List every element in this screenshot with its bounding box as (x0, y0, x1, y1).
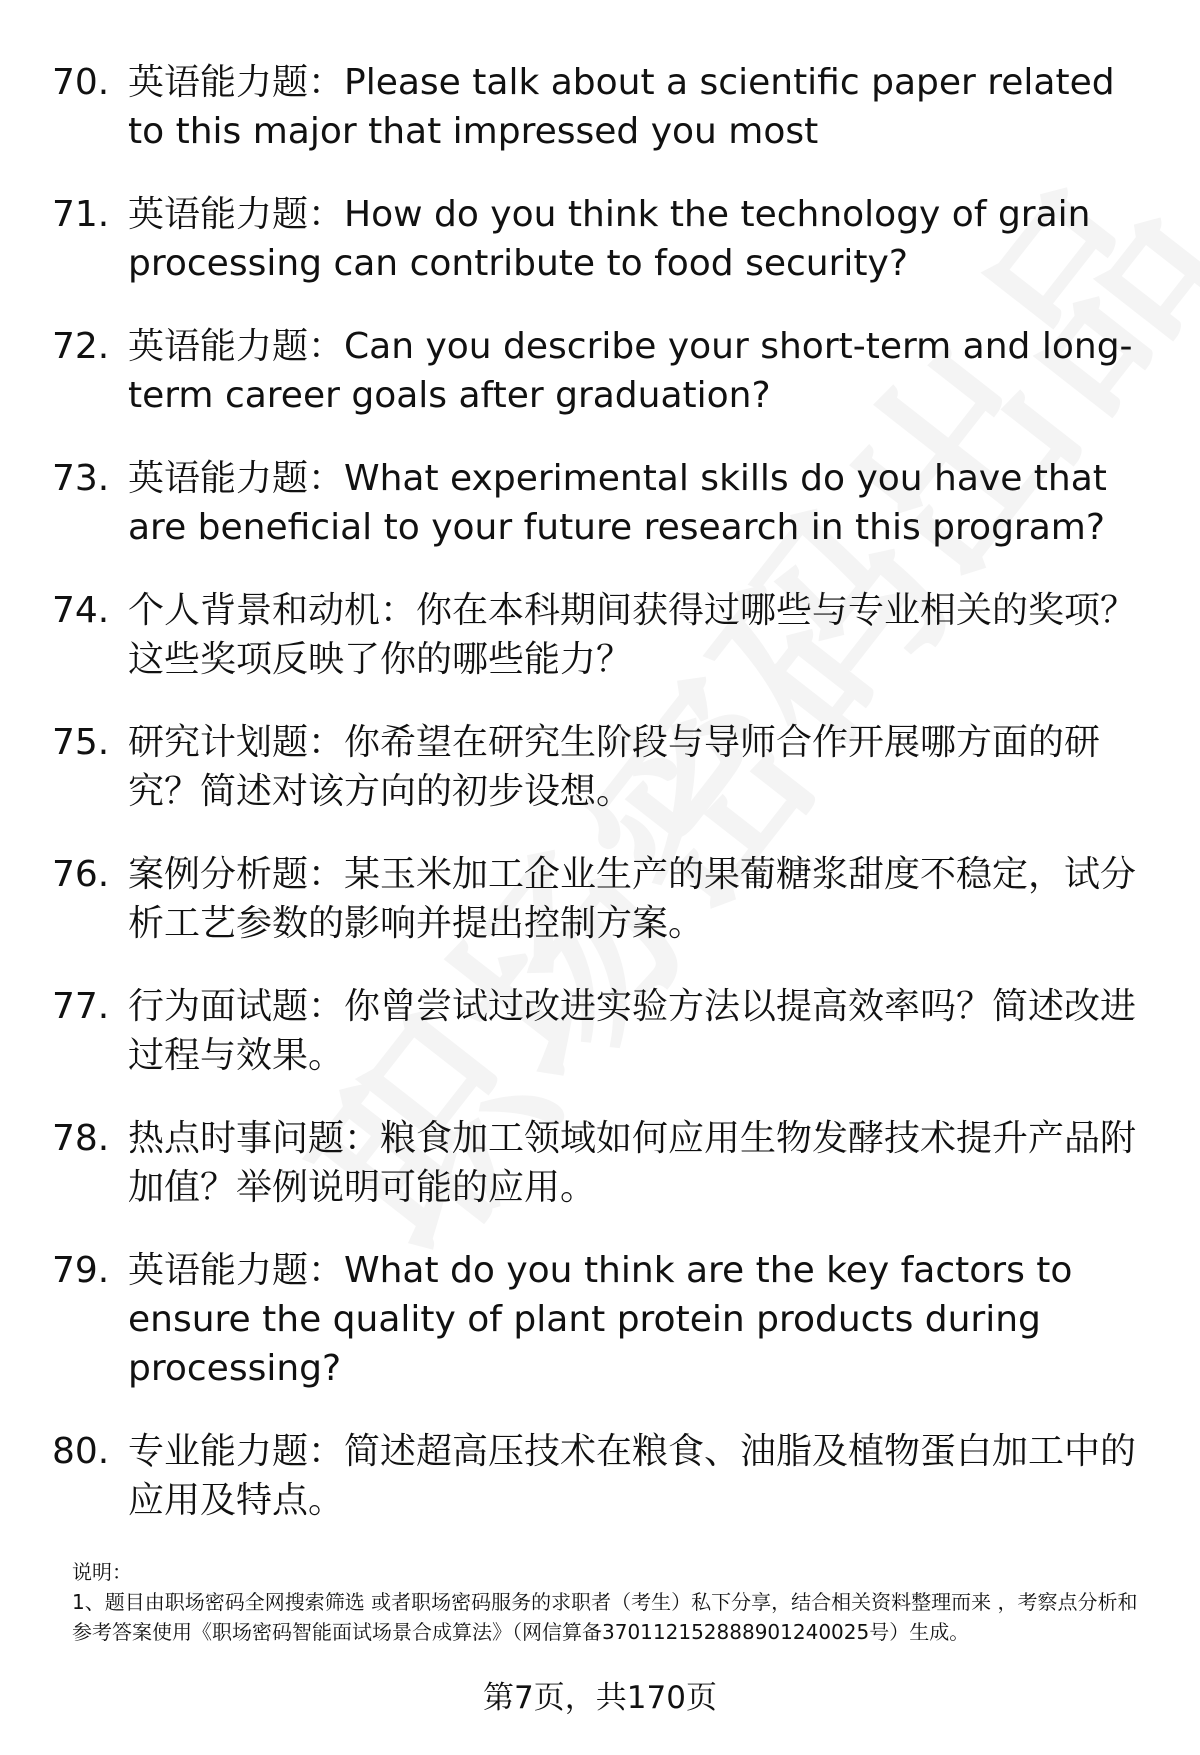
question-number: 80. (52, 1431, 110, 1472)
question-item (52, 322, 1162, 420)
page-number: 第7页，共170页 (483, 1680, 717, 1716)
question-number: 78. (52, 1118, 110, 1159)
question-text: 英语能力题：What experimental skills do you have that are beneficial to your future research in this program? (128, 458, 1107, 548)
question-number: 71. (52, 194, 110, 235)
question-text: 行为面试题：你曾尝试过改进实验方法以提高效率吗？简述改进过程与效果。 (128, 986, 1137, 1076)
question-item (52, 1427, 1162, 1525)
question-text: 英语能力题：What do you think are the key factors to ensure the quality of plant protein products during processing? (128, 1250, 1073, 1389)
question-text: 英语能力题：Please talk about a scientific paper related to this major that impressed you most (128, 62, 1115, 152)
question-number: 76. (52, 854, 110, 895)
question-item (52, 850, 1162, 948)
question-text: 案例分析题：某玉米加工企业生产的果葡糖浆甜度不稳定，试分析工艺参数的影响并提出控制方案。 (128, 854, 1137, 944)
question-number: 70. (52, 62, 110, 103)
question-number: 79. (52, 1250, 110, 1291)
question-item (52, 586, 1162, 684)
question-text: 英语能力题：Can you describe your short-term and long-term career goals after graduation? (128, 326, 1133, 416)
question-text: 热点时事问题：粮食加工领域如何应用生物发酵技术提升产品附加值？举例说明可能的应用。 (128, 1118, 1137, 1208)
question-text: 英语能力题：How do you think the technology of grain processing can contribute to food security? (128, 194, 1091, 284)
question-item (52, 1114, 1162, 1212)
question-item (52, 190, 1162, 288)
notes-heading: 说明： (72, 1560, 132, 1584)
question-number: 74. (52, 590, 110, 631)
question-item (52, 718, 1162, 816)
question-text: 研究计划题：你希望在研究生阶段与导师合作开展哪方面的研究？简述对该方向的初步设想。 (128, 722, 1101, 812)
question-number: 73. (52, 458, 110, 499)
question-number: 75. (52, 722, 110, 763)
question-text: 专业能力题：简述超高压技术在粮食、油脂及植物蛋白加工中的应用及特点。 (128, 1431, 1137, 1521)
notes-section (72, 1557, 1152, 1647)
question-item (52, 58, 1162, 156)
question-number: 72. (52, 326, 110, 367)
question-item (52, 1246, 1162, 1393)
question-text: 个人背景和动机：你在本科期间获得过哪些与专业相关的奖项？这些奖项反映了你的哪些能力？ (128, 590, 1137, 680)
question-list (52, 58, 1162, 1559)
question-item (52, 454, 1162, 552)
question-number: 77. (52, 986, 110, 1027)
notes-line: 1、题目由职场密码全网搜索筛选 或者职场密码服务的求职者（考生）私下分享，结合相关资料整理而来 ，考察点分析和参考答案使用《职场密码智能面试场景合成算法》（网信算备370112152888901240025号）生成。 (72, 1590, 1138, 1644)
question-item (52, 982, 1162, 1080)
